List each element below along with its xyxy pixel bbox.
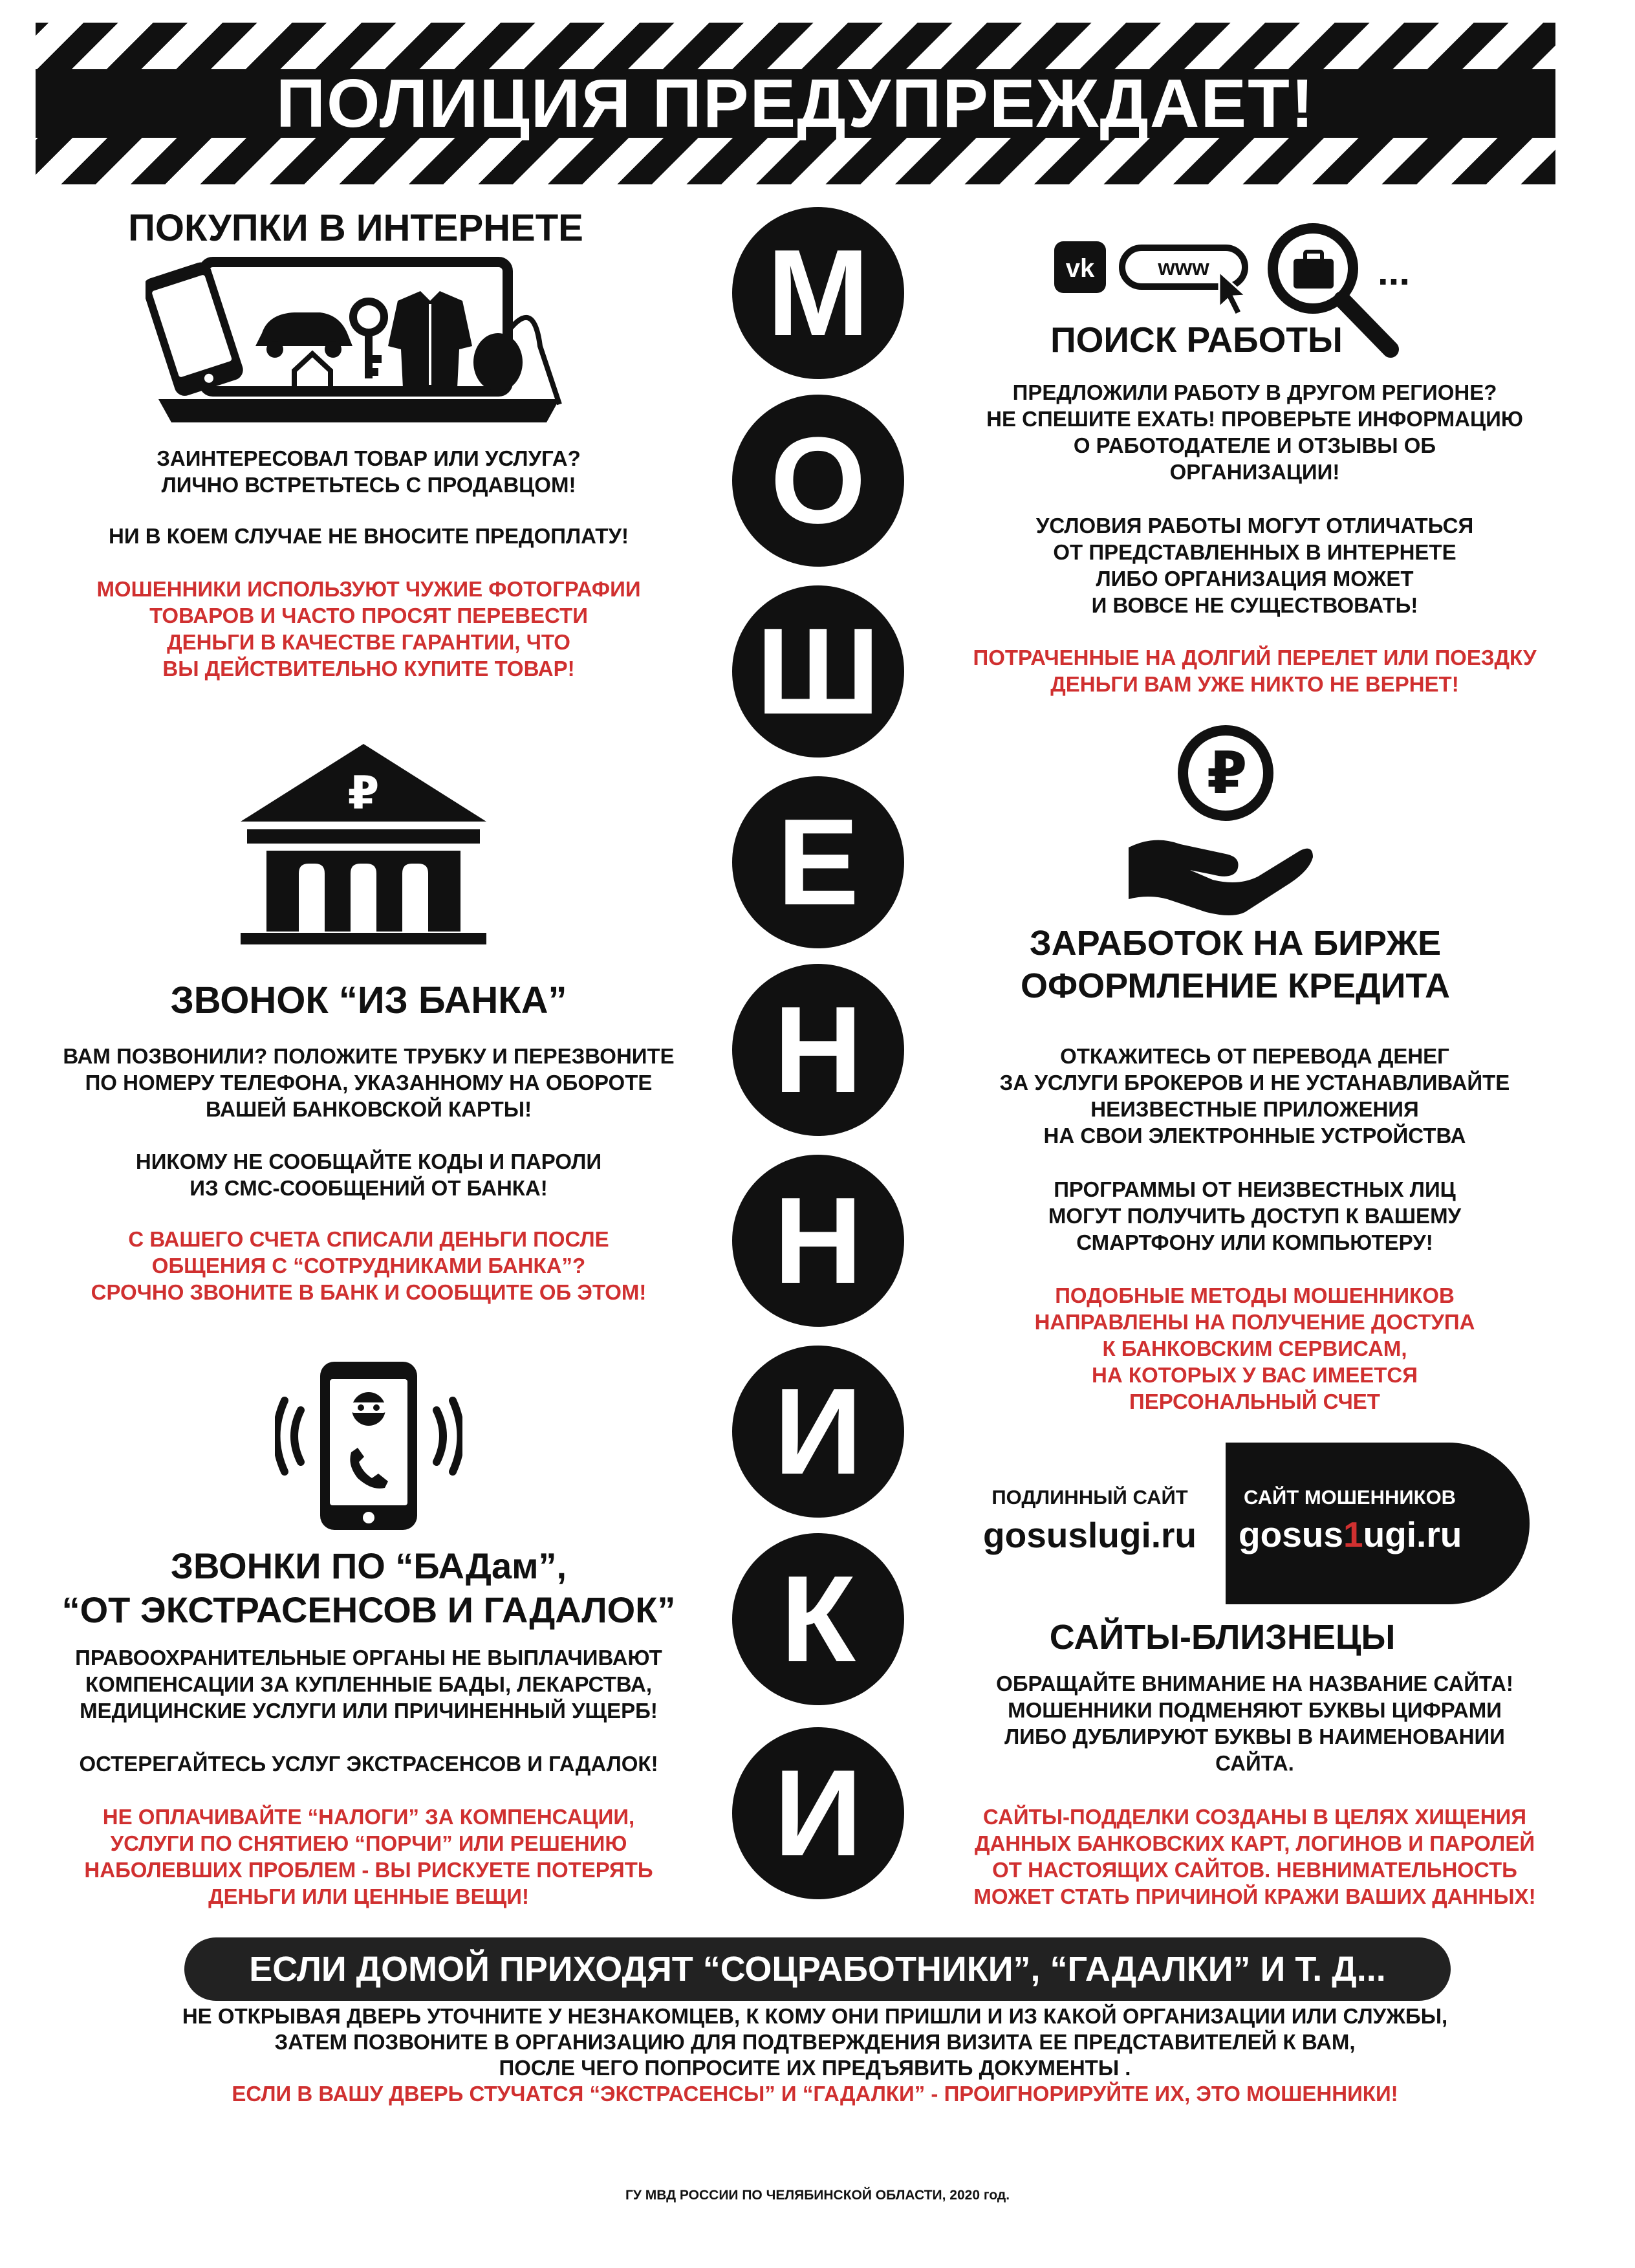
real-site-url: gosuslugi.ru	[983, 1515, 1196, 1555]
text-line: ПРЕДЛОЖИЛИ РАБОТУ В ДРУГОМ РЕГИОНЕ?	[1012, 380, 1497, 404]
exchange-warning	[925, 1282, 1585, 1415]
text-line: ПРОГРАММЫ ОТ НЕИЗВЕСТНЫХ ЛИЦ	[1054, 1177, 1456, 1201]
text-line: НЕ ОТКРЫВАЯ ДВЕРЬ УТОЧНИТЕ У НЕЗНАКОМЦЕВ, К КОМУ ОНИ ПРИШЛИ И ИЗ КАКОЙ ОРГАНИЗАЦИИ ИЛИ СЛУЖБЫ,	[182, 2004, 1448, 2028]
center-letter-9: И	[732, 1727, 904, 1899]
svg-text:₽: ₽	[347, 767, 380, 820]
home-visits-warning	[26, 2081, 1604, 2107]
text-line: ОТ ПРЕДСТАВЛЕННЫХ В ИНТЕРНЕТЕ	[1053, 540, 1456, 564]
twins-title: САЙТЫ-БЛИЗНЕЦЫ	[1049, 1618, 1396, 1657]
text-line: ВАШЕЙ БАНКОВСКОЙ КАРТЫ!	[205, 1097, 532, 1121]
job-warning	[905, 644, 1604, 697]
text-line: КОМПЕНСАЦИИ ЗА КУПЛЕННЫЕ БАДЫ, ЛЕКАРСТВА,	[85, 1672, 652, 1696]
shopping-warning	[26, 576, 711, 682]
shopping-title: ПОКУПКИ В ИНТЕРНЕТЕ	[128, 207, 583, 249]
text-line: ПРАВООХРАНИТЕЛЬНЫЕ ОРГАНЫ НЕ ВЫПЛАЧИВАЮТ	[75, 1646, 662, 1670]
job-text-2	[925, 512, 1585, 618]
text-line: ПЕРСОНАЛЬНЫЙ СЧЕТ	[1129, 1390, 1380, 1413]
job-title: ПОИСК РАБОТЫ	[1050, 320, 1343, 360]
real-site-block	[960, 1485, 1219, 1556]
title-line: ОФОРМЛЕНИЕ КРЕДИТА	[1021, 966, 1450, 1005]
text-line: К БАНКОВСКИМ СЕРВИСАМ,	[1102, 1336, 1407, 1360]
text-line: МОЖЕТ СТАТЬ ПРИЧИНОЙ КРАЖИ ВАШИХ ДАННЫХ!	[973, 1884, 1536, 1908]
fake-url-digit: 1	[1343, 1514, 1363, 1554]
text-line: ЗАИНТЕРЕСОВАЛ ТОВАР ИЛИ УСЛУГА?	[157, 446, 581, 470]
text-line: ВЫ ДЕЙСТВИТЕЛЬНО КУПИТЕ ТОВАР!	[162, 657, 575, 681]
text-line: НИ В КОЕМ СЛУЧАЕ НЕ ВНОСИТЕ ПРЕДОПЛАТУ!	[109, 524, 629, 548]
text-line: УСЛУГИ ПО СНЯТИЕЮ “ПОРЧИ” ИЛИ РЕШЕНИЮ	[110, 1831, 627, 1855]
bank-text-2	[26, 1148, 711, 1201]
bank-text-1	[26, 1043, 711, 1122]
text-line: ПОСЛЕ ЧЕГО ПОПРОСИТЕ ИХ ПРЕДЪЯВИТЬ ДОКУМЕНТЫ .	[499, 2056, 1131, 2080]
text-line: УСЛОВИЯ РАБОТЫ МОГУТ ОТЛИЧАТЬСЯ	[1035, 514, 1474, 538]
money-hand-icon	[1129, 725, 1316, 919]
text-line: ОТКАЖИТЕСЬ ОТ ПЕРЕВОДА ДЕНЕГ	[1060, 1044, 1449, 1068]
fake-site-label: САЙТ МОШЕННИКОВ	[1244, 1486, 1456, 1509]
text-line: С ВАШЕГО СЧЕТА СПИСАЛИ ДЕНЬГИ ПОСЛЕ	[128, 1227, 609, 1251]
fake-site-url	[1239, 1514, 1462, 1555]
text-line: ПОДОБНЫЕ МЕТОДЫ МОШЕННИКОВ	[1055, 1283, 1455, 1307]
center-letter-3: Ш	[732, 585, 904, 758]
center-letter-4: Е	[732, 776, 904, 948]
center-letter-2: О	[732, 395, 904, 567]
text-line: НЕ ОПЛАЧИВАЙТЕ “НАЛОГИ” ЗА КОМПЕНСАЦИИ,	[102, 1805, 635, 1829]
text-line: ДЕНЬГИ В КАЧЕСТВЕ ГАРАНТИИ, ЧТО	[167, 630, 570, 654]
text-line: ОСТЕРЕГАЙТЕСЬ УСЛУГ ЭКСТРАСЕНСОВ И ГАДАЛОК!	[79, 1752, 658, 1776]
home-visits-title: ЕСЛИ ДОМОЙ ПРИХОДЯТ “СОЦРАБОТНИКИ”, “ГАДАЛКИ” И Т. Д...	[184, 1937, 1451, 2001]
text-line: ОБЩЕНИЯ С “СОТРУДНИКАМИ БАНКА”?	[151, 1254, 586, 1278]
text-line: ЛИБО ОРГАНИЗАЦИЯ МОЖЕТ	[1096, 567, 1414, 591]
real-site-label: ПОДЛИННЫЙ САЙТ	[991, 1486, 1188, 1509]
text-line: МОШЕННИКИ ПОДМЕНЯЮТ БУКВЫ ЦИФРАМИ	[1008, 1698, 1502, 1722]
text-line: ОТ НАСТОЯЩИХ САЙТОВ. НЕВНИМАТЕЛЬНОСТЬ	[992, 1858, 1517, 1882]
fake-url-part: gosus	[1239, 1514, 1343, 1554]
bank-warning	[26, 1226, 711, 1305]
text-line: ЛИЧНО ВСТРЕТЬТЕСЬ С ПРОДАВЦОМ!	[161, 473, 576, 497]
job-text-1	[925, 379, 1585, 485]
laptop-shopping-icon	[146, 256, 585, 430]
twins-warning	[905, 1804, 1604, 1910]
center-letter-7: И	[732, 1346, 904, 1518]
fraud-phone-icon	[275, 1358, 462, 1533]
text-line: ПО НОМЕРУ ТЕЛЕФОНА, УКАЗАННОМУ НА ОБОРОТЕ	[85, 1071, 653, 1095]
text-line: ЗАТЕМ ПОЗВОНИТЕ В ОРГАНИЗАЦИЮ ДЛЯ ПОДТВЕРЖДЕНИЯ ВИЗИТА ЕЕ ПРЕДСТАВИТЕЛЕЙ К ВАМ,	[274, 2030, 1356, 2054]
text-line: МОШЕННИКИ ИСПОЛЬЗУЮТ ЧУЖИЕ ФОТОГРАФИИ	[96, 577, 641, 601]
text-line: ТОВАРОВ И ЧАСТО ПРОСЯТ ПЕРЕВЕСТИ	[149, 604, 588, 627]
svg-text:₽: ₽	[1206, 739, 1248, 807]
header-banner	[36, 23, 1555, 184]
text-line: НАБОЛЕВШИХ ПРОБЛЕМ - ВЫ РИСКУЕТЕ ПОТЕРЯТЬ	[84, 1858, 653, 1882]
bank-icon	[241, 744, 486, 944]
center-letter-6: Н	[732, 1155, 904, 1327]
text-line: О РАБОТОДАТЕЛЕ И ОТЗЫВЫ ОБ	[1073, 433, 1436, 457]
text-line: НЕ СПЕШИТЕ ЕХАТЬ! ПРОВЕРЬТЕ ИНФОРМАЦИЮ	[986, 407, 1523, 431]
home-visits-text	[26, 2003, 1604, 2081]
text-line: ЗА УСЛУГИ БРОКЕРОВ И НЕ УСТАНАВЛИВАЙТЕ	[999, 1071, 1510, 1095]
text-line: ДЕНЬГИ ВАМ УЖЕ НИКТО НЕ ВЕРНЕТ!	[1050, 672, 1459, 696]
text-line: ПОТРАЧЕННЫЕ НА ДОЛГИЙ ПЕРЕЛЕТ ИЛИ ПОЕЗДКУ	[973, 646, 1537, 670]
center-letter-5: Н	[732, 964, 904, 1136]
text-line: ОБРАЩАЙТЕ ВНИМАНИЕ НА НАЗВАНИЕ САЙТА!	[996, 1672, 1513, 1696]
fake-site-block	[1226, 1443, 1530, 1604]
text-line: СМАРТФОНУ ИЛИ КОМПЬЮТЕРУ!	[1076, 1230, 1433, 1254]
badam-text-2	[26, 1750, 711, 1777]
twins-text-1	[925, 1670, 1585, 1776]
footer-credit: ГУ МВД РОССИИ ПО ЧЕЛЯБИНСКОЙ ОБЛАСТИ, 2020 год.	[625, 2188, 1010, 2203]
title-line: “ОТ ЭКСТРАСЕНСОВ И ГАДАЛОК”	[61, 1589, 676, 1630]
text-line: ОРГАНИЗАЦИИ!	[1169, 460, 1340, 484]
svg-text:vk: vk	[1065, 254, 1095, 283]
text-line: САЙТЫ-ПОДДЕЛКИ СОЗДАНЫ В ЦЕЛЯХ ХИЩЕНИЯ	[983, 1805, 1526, 1829]
badam-text-1	[26, 1644, 711, 1724]
exchange-text-1	[925, 1043, 1585, 1149]
fake-url-part: ugi.ru	[1363, 1514, 1462, 1554]
text-line: НА КОТОРЫХ У ВАС ИМЕЕТСЯ	[1092, 1363, 1418, 1387]
briefcase-icon	[1294, 259, 1334, 289]
dots-label: ...	[1378, 250, 1411, 293]
text-line: САЙТА.	[1215, 1751, 1294, 1775]
www-label: www	[1158, 256, 1209, 280]
page-title: ПОЛИЦИЯ ПРЕДУПРЕЖДАЕТ!	[276, 65, 1316, 142]
title-line: ЗВОНКИ ПО “БАДам”,	[170, 1545, 567, 1586]
exchange-title	[938, 922, 1533, 1007]
text-line: ВАМ ПОЗВОНИЛИ? ПОЛОЖИТЕ ТРУБКУ И ПЕРЕЗВОНИТЕ	[63, 1044, 675, 1068]
badam-title	[26, 1544, 711, 1632]
title-line: ЗАРАБОТОК НА БИРЖЕ	[1029, 924, 1442, 963]
text-line: ИЗ СМС-СООБЩЕНИЙ ОТ БАНКА!	[189, 1176, 548, 1200]
text-line: НАПРАВЛЕНЫ НА ПОЛУЧЕНИЕ ДОСТУПА	[1034, 1310, 1475, 1334]
text-line: НА СВОИ ЭЛЕКТРОННЫЕ УСТРОЙСТВА	[1043, 1124, 1466, 1148]
exchange-text-2	[925, 1176, 1585, 1256]
text-line: МОГУТ ПОЛУЧИТЬ ДОСТУП К ВАШЕМУ	[1048, 1204, 1462, 1228]
center-letter-8: К	[732, 1533, 904, 1705]
text-line: ДЕНЬГИ ИЛИ ЦЕННЫЕ ВЕЩИ!	[208, 1884, 529, 1908]
badam-warning	[26, 1804, 711, 1910]
text-line: НЕИЗВЕСТНЫЕ ПРИЛОЖЕНИЯ	[1090, 1097, 1419, 1121]
text-line: ДАННЫХ БАНКОВСКИХ КАРТ, ЛОГИНОВ И ПАРОЛЕЙ	[974, 1831, 1535, 1855]
text-line: ЛИБО ДУБЛИРУЮТ БУКВЫ В НАИМЕНОВАНИИ	[1004, 1725, 1505, 1749]
center-letter-1: М	[732, 207, 904, 379]
shopping-text-1	[26, 445, 711, 498]
header-strip	[36, 65, 1555, 142]
text-line: МЕДИЦИНСКИЕ УСЛУГИ ИЛИ ПРИЧИНЕННЫЙ УЩЕРБ!	[80, 1699, 658, 1723]
text-line: СРОЧНО ЗВОНИТЕ В БАНК И СООБЩИТЕ ОБ ЭТОМ!	[91, 1280, 647, 1304]
shopping-text-2	[26, 523, 711, 549]
text-line: НИКОМУ НЕ СООБЩАЙТЕ КОДЫ И ПАРОЛИ	[135, 1150, 602, 1173]
text-line: ЕСЛИ В ВАШУ ДВЕРЬ СТУЧАТСЯ “ЭКСТРАСЕНСЫ” И “ГАДАЛКИ” - ПРОИГНОРИРУЙТЕ ИХ, ЭТО МОШЕННИКИ!	[232, 2082, 1398, 2106]
text-line: И ВОВСЕ НЕ СУЩЕСТВОВАТЬ!	[1091, 593, 1418, 617]
bank-title: ЗВОНОК “ИЗ БАНКА”	[170, 979, 567, 1021]
